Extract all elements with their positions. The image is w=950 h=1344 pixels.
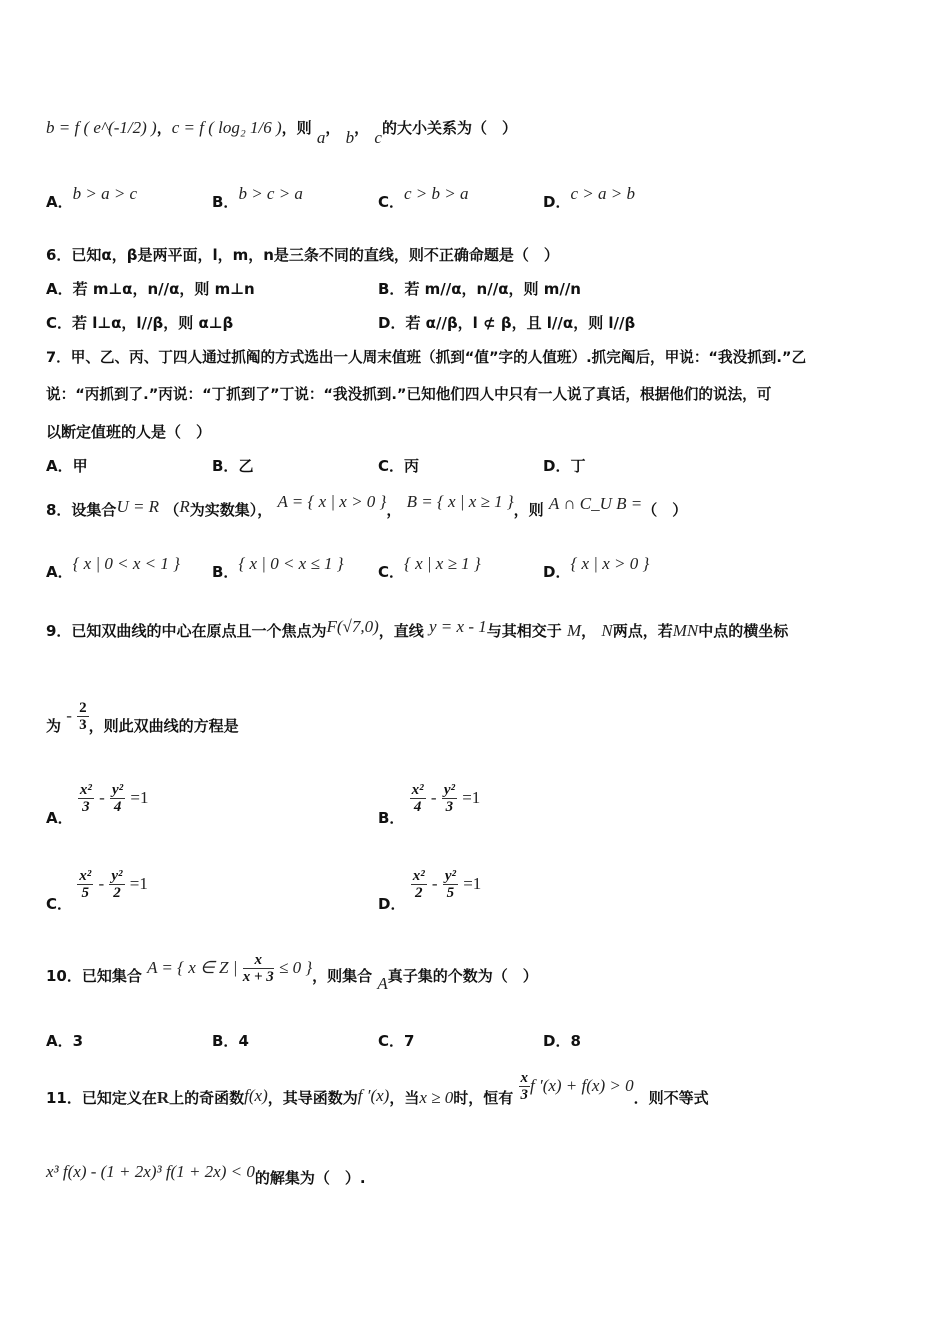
q9-line-expr: y = x - 1 <box>429 617 487 636</box>
q10-option-d[interactable] <box>543 1031 581 1051</box>
q9-text: 中点的横坐标 <box>698 622 789 640</box>
q8-universal-set: U = R <box>116 497 160 516</box>
fraction-denominator: 3 <box>79 717 87 733</box>
option-label: B． <box>378 809 405 827</box>
option-label: D． <box>543 563 571 581</box>
q5-comma-2: ， <box>354 119 370 137</box>
q7-option-d[interactable] <box>543 456 585 476</box>
q5-var-a: a <box>316 128 326 147</box>
q9-point-n: N <box>601 621 613 640</box>
q8-option-a[interactable] <box>46 554 180 582</box>
option-label: B． <box>212 193 239 211</box>
option-text: 3 <box>72 1032 84 1050</box>
q6-option-c[interactable] <box>46 313 233 333</box>
option-expr: b > a > c <box>72 184 138 203</box>
q11-tail-2: 的解集为（ ）. <box>254 1169 366 1187</box>
option-text: 4 <box>238 1032 249 1050</box>
q9-segment: MN <box>672 621 699 640</box>
option-label: D． <box>378 895 406 913</box>
fraction-numerator: x² <box>411 782 424 798</box>
y-squared-fraction <box>442 782 457 815</box>
q7-option-c[interactable] <box>378 456 419 476</box>
q6-option-d[interactable] <box>378 313 635 333</box>
x-squared-fraction <box>410 782 426 815</box>
option-text: 若 l⊥α，l//β，则 α⊥β <box>72 314 234 332</box>
q9-value-fraction <box>77 700 89 733</box>
q11-target-inequality: x³ f(x) - (1 + 2x)³ f(1 + 2x) < 0 <box>46 1162 255 1181</box>
q6-option-b[interactable] <box>378 279 581 299</box>
q7-option-b[interactable] <box>212 456 253 476</box>
fraction-denominator: 3 <box>520 1087 528 1103</box>
fraction-numerator: y² <box>444 868 456 884</box>
q10-var: A <box>377 974 388 993</box>
q11-domain: R <box>156 1088 170 1107</box>
q8-target-expr: A ∩ C_U B = <box>548 494 643 513</box>
option-text: 丙 <box>404 457 420 475</box>
option-text: 甲 <box>72 457 88 475</box>
minus-sign: - <box>98 874 105 893</box>
y-squared-fraction <box>443 868 458 901</box>
fraction-numerator: y² <box>111 782 124 798</box>
q5-separator: ， <box>156 119 172 137</box>
q9-stem-line2 <box>46 700 239 740</box>
q9-point-m: M <box>566 621 582 640</box>
q9-stem-line1 <box>46 617 789 641</box>
q9-value-sign: - <box>66 706 72 725</box>
option-label: D． <box>543 457 571 475</box>
q11-derivative: f ′(x) <box>357 1086 390 1105</box>
q9-option-d[interactable] <box>378 868 482 913</box>
q11-text: 时，恒有 <box>453 1089 514 1107</box>
option-text: 7 <box>404 1032 415 1050</box>
q5-comma: ， <box>325 119 341 137</box>
q11-inequality: f ′(x) + f(x) > 0 <box>530 1076 634 1095</box>
q8-note-open: （ <box>164 501 180 519</box>
q11-fraction <box>519 1070 531 1103</box>
q11-stem-line2 <box>46 1162 366 1188</box>
fraction-numerator: x² <box>79 868 92 884</box>
q9-option-c[interactable] <box>46 868 148 913</box>
q5-var-b: b <box>345 128 355 147</box>
fraction-denominator: 5 <box>446 885 455 901</box>
option-label: A． <box>46 193 73 211</box>
q10-prefix: 10．已知集合 <box>46 967 142 985</box>
q10-option-b[interactable] <box>212 1031 249 1051</box>
q9-text: 与其相交于 <box>486 622 562 640</box>
q5-option-b[interactable] <box>212 184 303 212</box>
option-expr: b > c > a <box>238 184 303 203</box>
option-label: A． <box>46 563 73 581</box>
fraction-denominator: x + 3 <box>242 969 274 985</box>
q8-stem <box>46 492 688 520</box>
q8-prefix: 8．设集合 <box>46 501 117 519</box>
option-expr: { x | x ≥ 1 } <box>404 554 481 573</box>
option-label: C． <box>378 563 405 581</box>
x-squared-fraction <box>77 868 93 901</box>
q7-option-a[interactable] <box>46 456 88 476</box>
q10-text: ，则集合 <box>312 967 373 985</box>
option-text: 若 α//β，l ⊄ β，且 l//α，则 l//β <box>405 314 636 332</box>
minus-sign: - <box>99 788 105 807</box>
fraction-denominator: 3 <box>445 799 454 815</box>
q10-fraction <box>243 952 274 985</box>
q6-stem: 6．已知α，β是两平面，l，m，n是三条不同的直线，则不正确命题是（ ） <box>46 246 559 264</box>
fraction-denominator: 3 <box>82 799 90 815</box>
q5-var-c: c <box>374 128 382 147</box>
fraction-denominator: 2 <box>113 885 121 901</box>
option-label: D． <box>378 314 406 332</box>
q11-text: ，其导函数为 <box>267 1089 358 1107</box>
q8-separator: ， <box>386 501 402 519</box>
q11-condition: x ≥ 0 <box>419 1088 454 1107</box>
option-label: B． <box>378 280 405 298</box>
option-label: A． <box>46 280 73 298</box>
q11-prefix: 11．已知定义在 <box>46 1089 157 1107</box>
option-label: C． <box>378 1032 405 1050</box>
x-squared-fraction <box>78 782 94 815</box>
y-squared-fraction <box>109 868 124 901</box>
q7-stem-line1: 7．甲、乙、丙、丁四人通过抓阄的方式选出一人周末值班（抓到“值”字的人值班）.抓完阄后，甲说：“我没抓到.”乙 <box>46 349 807 366</box>
q8-set-a: A = { x | x > 0 } <box>277 492 387 511</box>
q10-option-c[interactable] <box>378 1031 414 1051</box>
q9-comma: ， <box>581 622 597 640</box>
q10-stem <box>46 952 538 996</box>
equals-one: =1 <box>130 788 149 807</box>
option-label: C． <box>46 895 73 913</box>
q5-b-expression: b = f ( e^(-1/2) ) <box>46 118 157 137</box>
minus-sign: - <box>431 874 438 893</box>
q5-tail: 的大小关系为（ ） <box>381 119 517 137</box>
q5-option-a[interactable] <box>46 184 138 212</box>
option-expr: { x | x > 0 } <box>570 554 650 573</box>
x-squared-fraction <box>411 868 427 901</box>
option-text: 若 m⊥α，n//α，则 m⊥n <box>72 280 255 298</box>
q5-option-c[interactable] <box>378 184 469 212</box>
q11-tail: ．则不等式 <box>633 1089 709 1107</box>
y-squared-fraction <box>110 782 125 815</box>
q11-text: 上的奇函数 <box>169 1089 245 1107</box>
fraction-numerator: x² <box>79 782 92 798</box>
q8-then: ，则 <box>513 501 544 519</box>
q8-option-b[interactable] <box>212 554 344 582</box>
fraction-numerator: x² <box>412 868 425 884</box>
fraction-denominator: 4 <box>113 799 122 815</box>
fraction-denominator: 5 <box>81 885 89 901</box>
option-label: C． <box>378 457 405 475</box>
q7-stem-line3: 以断定值班的人是（ ） <box>46 423 212 441</box>
option-text: 若 m//α，n//α，则 m//n <box>404 280 581 298</box>
option-label: D． <box>543 193 571 211</box>
option-label: B． <box>212 1032 239 1050</box>
q9-text: 两点，若 <box>612 622 673 640</box>
q9-prefix-2: 为 <box>46 717 62 735</box>
option-text: 丁 <box>570 457 586 475</box>
fraction-numerator: x <box>243 952 274 969</box>
fraction-numerator: x <box>520 1070 528 1086</box>
q6-option-a[interactable] <box>46 279 255 299</box>
option-label: A． <box>46 1032 73 1050</box>
equals-one: =1 <box>129 874 148 893</box>
option-text: 8 <box>570 1032 581 1050</box>
q5-c-expression: c = f ( log₂ 1/6 ) <box>171 118 282 137</box>
q9-text: ，直线 <box>378 622 424 640</box>
q8-note-var: R <box>179 497 190 516</box>
option-expr: c > b > a <box>404 184 469 203</box>
q10-set-left: A = { x ∈ Z | <box>147 958 238 977</box>
q9-option-a[interactable] <box>46 782 149 827</box>
q9-focus: F(√7,0) <box>326 617 379 636</box>
q10-tail: 真子集的个数为（ ） <box>387 967 538 985</box>
q5-stem <box>46 118 517 148</box>
q8-option-c[interactable] <box>378 554 481 582</box>
q8-option-d[interactable] <box>543 554 650 582</box>
q10-option-a[interactable] <box>46 1031 83 1051</box>
q8-note-text: 为实数集）， <box>189 501 273 519</box>
option-expr: { x | 0 < x < 1 } <box>72 554 180 573</box>
q5-option-d[interactable] <box>543 184 635 212</box>
q9-option-b[interactable] <box>378 782 481 827</box>
minus-sign: - <box>430 788 437 807</box>
option-label: B． <box>212 457 239 475</box>
q9-tail: ，则此双曲线的方程是 <box>88 717 239 735</box>
option-label: D． <box>543 1032 571 1050</box>
fraction-numerator: 2 <box>79 700 87 716</box>
fraction-denominator: 2 <box>414 885 423 901</box>
q9-prefix: 9．已知双曲线的中心在原点且一个焦点为 <box>46 622 327 640</box>
equals-one: =1 <box>463 874 482 893</box>
q8-set-b: B = { x | x ≥ 1 } <box>406 492 514 511</box>
option-label: C． <box>46 314 73 332</box>
fraction-numerator: y² <box>443 782 455 798</box>
option-label: B． <box>212 563 239 581</box>
option-label: C． <box>378 193 405 211</box>
q11-text: ，当 <box>389 1089 420 1107</box>
fraction-denominator: 4 <box>413 799 422 815</box>
option-label: A． <box>46 457 73 475</box>
q5-then: ，则 <box>281 119 312 137</box>
q8-tail: （ ） <box>642 501 688 519</box>
option-expr: { x | 0 < x ≤ 1 } <box>238 554 344 573</box>
equals-one: =1 <box>462 788 481 807</box>
q11-function: f(x) <box>244 1086 268 1105</box>
option-expr: c > a > b <box>570 184 635 203</box>
q10-set-right: ≤ 0 } <box>278 958 313 977</box>
option-text: 乙 <box>238 457 254 475</box>
fraction-numerator: y² <box>111 868 123 884</box>
q11-stem-line1 <box>46 1070 709 1114</box>
option-label: A． <box>46 809 73 827</box>
q7-stem-line2: 说：“丙抓到了.”丙说：“丁抓到了”丁说：“我没抓到.”已知他们四人中只有一人说了真话，根据他们的说法，可 <box>46 386 772 403</box>
